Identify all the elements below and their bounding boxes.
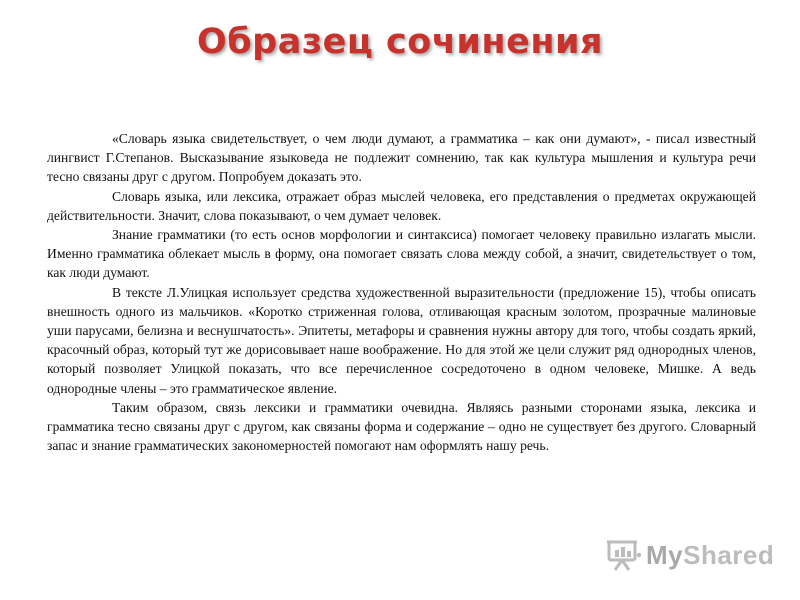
essay-text	[47, 129, 756, 455]
essay-paragraph-4: В тексте Л.Улицкая использует средства художественной выразительности (предложение 15), чтобы описать внешность одного из мальчиков. «Коротко стриженная голова, отливающая красным золотом, прозрачные малиновые уши парусами, белизна и веснушчатость». Эпитеты, метафоры и сравнения нужны автору для того, чтобы создать яркий, красочный образ, который тут же дорисовывает наше воображение. Но для этой же цели служит ряд однородных членов, который позволяет Улицкой показать, что все перечисленное сосредоточено в одном человеке, Мишке. А ведь однородные члены – это грамматическое явление.	[47, 284, 756, 396]
essay-paragraph-2: Словарь языка, или лексика, отражает образ мыслей человека, его представления о предметах окружающей действительности. Значит, слова показывают, о чем думает человек.	[47, 188, 756, 223]
logo-text	[646, 537, 774, 573]
essay-paragraph-5: Таким образом, связь лексики и грамматики очевидна. Являясь разными сторонами языка, лексика и грамматика тесно связаны друг с другом, как связаны форма и содержание – одно не существует без другого. Словарный запас и знание грамматических закономерностей помогают нам оформлять нашу речь.	[47, 399, 756, 454]
presentation-board-icon	[606, 537, 642, 573]
slide-title: Образец сочинения	[196, 22, 603, 62]
logo-text-rest: Shared	[683, 540, 775, 570]
myshared-logo[interactable]	[606, 537, 774, 573]
logo-text-my: My	[646, 540, 684, 570]
essay-paragraph-1: «Словарь языка свидетельствует, о чем люди думают, а грамматика – как они думают», - писал известный лингвист Г.Степанов. Высказывание языковеда не подлежит сомнению, так как культура мышления и культура речи тесно связаны друг с другом. Попробуем доказать это.	[47, 131, 756, 185]
essay-paragraph-3: Знание грамматики (то есть основ морфологии и синтаксиса) помогает человеку правильно излагать мысли. Именно грамматика облекает мысль в форму, она помогает связать слова между собой, а значит, свидетельствует о том, как люди думают.	[47, 227, 756, 281]
